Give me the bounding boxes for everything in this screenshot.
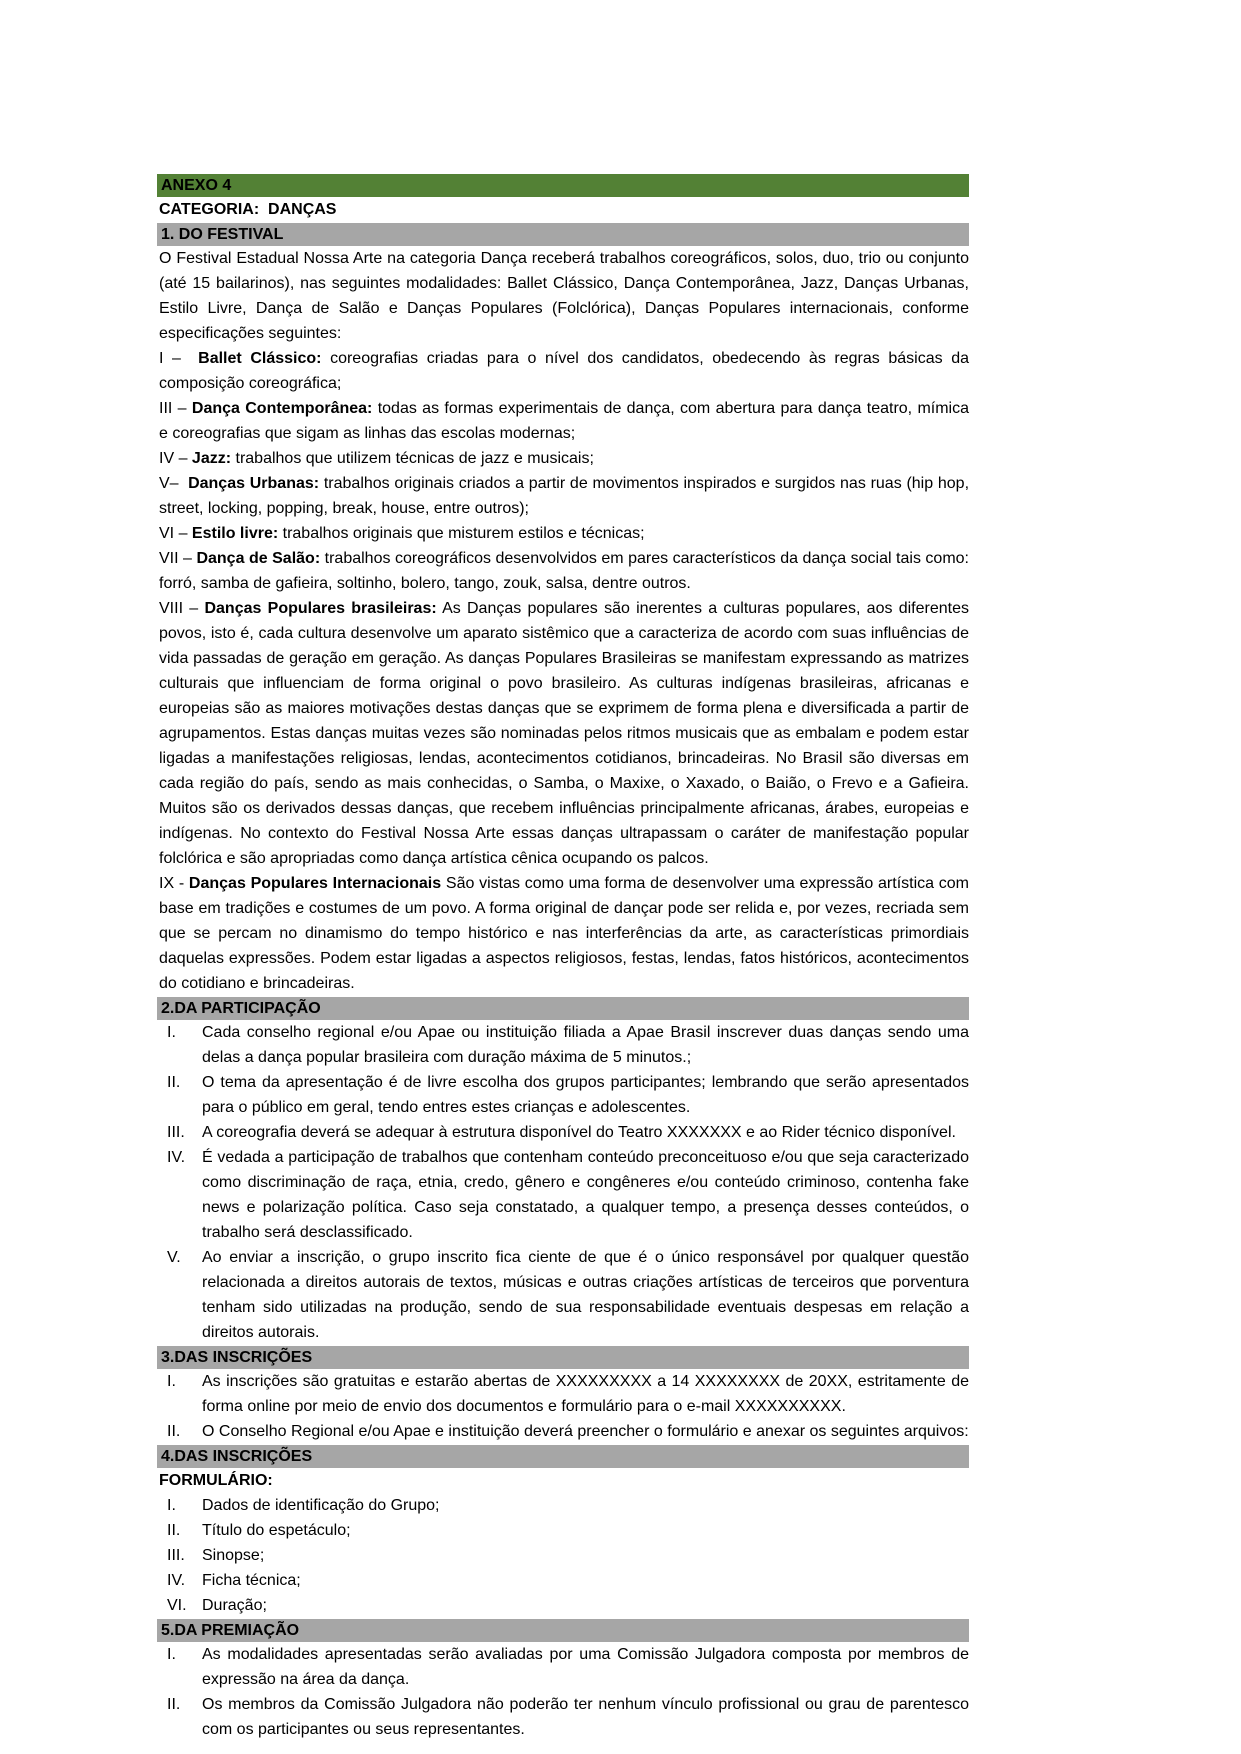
item-label: Dança Contemporânea:	[191, 400, 373, 417]
section-3-header: 3.DAS INSCRIÇÕES	[157, 1346, 969, 1369]
category-line: CATEGORIA: DANÇAS	[159, 201, 337, 218]
list-item	[157, 1593, 969, 1618]
item-numeral: IV.	[167, 1572, 186, 1589]
festival-item-populares-internacionais	[157, 871, 969, 996]
item-text: As Danças populares são inerentes a culturas populares, aos diferentes povos, isto é, cada cultura desenvolve um aparato sistêmico que a caracteriza de acordo com suas influências de vida passadas de geração em geração. As danças Populares Brasileiras se manifestam expressando as matrizes culturais que influenciam de forma original o povo brasileiro. As culturas indígenas brasileiras, africanas e europeias são as maiores motivações destas danças que se exprimem de forma plena e diversificada a partir de agrupamentos. Estas danças muitas vezes são nominadas pelos ritmos musicais que as embalam e podem estar ligadas a manifestações religiosas, lendas, acontecimentos cotidianos, brincadeiras. No Brasil são diversas em cada região do país, sendo as mais conhecidas, o Samba, o Maxixe, o Xaxado, o Baião, o Frevo e a Gafieira. Muitos são os derivados dessas danças, que recebem influências principalmente africanas, árabes, europeias e indígenas. No contexto do Festival Nossa Arte essas danças ultrapassam o caráter de manifestação popular folclórica e são apropriadas como dança artística cênica ocupando os palcos.	[159, 600, 969, 867]
item-numeral: III.	[167, 1547, 185, 1564]
list-item	[157, 1642, 969, 1692]
section-1-header: 1. DO FESTIVAL	[157, 223, 969, 246]
item-text: Ficha técnica;	[202, 1572, 301, 1589]
item-text: Título do espetáculo;	[202, 1522, 351, 1539]
list-item	[157, 1369, 969, 1419]
anexo-title-bar: ANEXO 4	[157, 174, 969, 197]
list-item	[157, 1419, 969, 1444]
item-text: As inscrições são gratuitas e estarão abertas de XXXXXXXXX a 14 XXXXXXXX de 20XX, estritamente de forma online por meio de envio dos documentos e formulário para o e-mail XXXXXXXXXX.	[202, 1373, 969, 1415]
item-numeral: VI –	[159, 525, 188, 542]
item-numeral: III.	[167, 1124, 185, 1141]
section-5-header: 5.DA PREMIAÇÃO	[157, 1619, 969, 1642]
item-numeral: III –	[159, 400, 187, 417]
festival-item-populares-brasileiras	[157, 596, 969, 871]
item-text: coreografias criadas para o nível dos candidatos, obedecendo às regras básicas da composição coreográfica;	[159, 350, 970, 392]
item-text: Os membros da Comissão Julgadora não poderão ter nenhum vínculo profissional ou grau de parentesco com os participantes ou seus representantes.	[202, 1696, 969, 1738]
item-numeral: V.	[167, 1249, 181, 1266]
item-text: Cada conselho regional e/ou Apae ou instituição filiada a Apae Brasil inscrever duas danças sendo uma delas a dança popular brasileira com duração máxima de 5 minutos.;	[202, 1024, 969, 1066]
item-text: A coreografia deverá se adequar à estrutura disponível do Teatro XXXXXXX e ao Rider técnico disponível.	[202, 1124, 956, 1141]
document-content	[157, 173, 969, 1742]
item-text: trabalhos originais criados a partir de movimentos inspirados e surgidos nas ruas (hip hop, street, locking, popping, break, house, entre outros);	[159, 475, 970, 517]
item-text: Dados de identificação do Grupo;	[202, 1497, 440, 1514]
item-text: todas as formas experimentais de dança, com abertura para dança teatro, mímica e coreografias que sigam as linhas das escolas modernas;	[159, 400, 969, 442]
section-2-header: 2.DA PARTICIPAÇÃO	[157, 997, 969, 1020]
item-numeral: VII –	[159, 550, 192, 567]
item-numeral: I.	[167, 1497, 176, 1514]
item-text: O Conselho Regional e/ou Apae e instituição deverá preencher o formulário e anexar os seguintes arquivos:	[202, 1423, 969, 1440]
item-text: Duração;	[202, 1597, 267, 1614]
list-item	[157, 1145, 969, 1245]
item-numeral: I.	[167, 1024, 176, 1041]
item-numeral: I.	[167, 1373, 176, 1390]
list-item	[157, 1493, 969, 1518]
item-text: Sinopse;	[202, 1547, 265, 1564]
festival-item-urbanas	[157, 471, 969, 521]
festival-intro: O Festival Estadual Nossa Arte na categoria Dança receberá trabalhos coreográficos, solos, duo, trio ou conjunto (até 15 bailarinos), nas seguintes modalidades: Ballet Clássico, Dança Contemporânea, Jazz, Danças Urbanas, Estilo Livre, Dança de Salão e Danças Populares (Folclórica), Danças Populares internacionais, conforme especificações seguintes:	[159, 250, 969, 342]
item-text: trabalhos originais que misturem estilos e técnicas;	[282, 525, 645, 542]
item-numeral: II.	[167, 1074, 181, 1091]
list-item	[157, 1120, 969, 1145]
item-label: Jazz:	[191, 450, 232, 467]
item-label: Danças Populares Internacionais	[188, 875, 442, 892]
item-numeral: II.	[167, 1696, 181, 1713]
item-label: Estilo livre:	[191, 525, 279, 542]
item-text: O tema da apresentação é de livre escolha dos grupos participantes; lembrando que serão apresentados para o público em geral, tendo entres estes crianças e adolescentes.	[202, 1074, 969, 1116]
festival-item-jazz	[157, 446, 969, 471]
item-text: trabalhos coreográficos desenvolvidos em pares característicos da dança social tais como: forró, samba de gafieira, soltinho, bolero, tango, zouk, salsa, dentre outros.	[159, 550, 969, 592]
item-text: trabalhos que utilizem técnicas de jazz e musicais;	[235, 450, 594, 467]
item-label: Dança de Salão:	[196, 550, 321, 567]
formulario-label: FORMULÁRIO:	[159, 1472, 273, 1489]
list-item	[157, 1692, 969, 1742]
item-numeral: IV –	[159, 450, 188, 467]
item-text: As modalidades apresentadas serão avaliadas por uma Comissão Julgadora composta por membros de expressão na área da dança.	[202, 1646, 969, 1688]
section-4-header: 4.DAS INSCRIÇÕES	[157, 1445, 969, 1468]
festival-item-estilo-livre	[157, 521, 969, 546]
list-item	[157, 1518, 969, 1543]
item-label: Danças Urbanas:	[188, 475, 320, 492]
festival-item-contemporanea	[157, 396, 969, 446]
item-label: Danças Populares brasileiras:	[204, 600, 437, 617]
festival-item-ballet	[157, 346, 969, 396]
festival-item-salao	[157, 546, 969, 596]
item-numeral: VI.	[167, 1597, 187, 1614]
list-item	[157, 1070, 969, 1120]
item-label: Ballet Clássico:	[198, 350, 322, 367]
item-numeral: IX -	[159, 875, 185, 892]
item-text: É vedada a participação de trabalhos que contenham conteúdo preconceituoso e/ou que seja caracterizado como discriminação de raça, etnia, credo, gênero e congêneres e/ou conteúdo criminoso, contenha fake news e polarização política. Caso seja constatado, a qualquer tempo, a presença desses conteúdos, o trabalho será desclassificado.	[202, 1149, 969, 1241]
list-item	[157, 1245, 969, 1345]
item-numeral: VIII –	[159, 600, 199, 617]
item-text: Ao enviar a inscrição, o grupo inscrito fica ciente de que é o único responsável por qualquer questão relacionada a direitos autorais de textos, músicas e outras criações artísticas de terceiros que porventura tenham sido utilizadas na produção, sendo de sua responsabilidade eventuais despesas em relação a direitos autorais.	[202, 1249, 969, 1341]
item-numeral: I.	[167, 1646, 176, 1663]
item-numeral: V–	[159, 475, 179, 492]
item-numeral: II.	[167, 1423, 181, 1440]
list-item	[157, 1568, 969, 1593]
item-numeral: IV.	[167, 1149, 186, 1166]
item-numeral: I –	[159, 350, 181, 367]
list-item	[157, 1543, 969, 1568]
list-item	[157, 1020, 969, 1070]
item-text: São vistas como uma forma de desenvolver uma expressão artística com base em tradições e costumes de um povo. A forma original de dançar pode ser relida e, por vezes, recriada sem que se percam no dinamismo do tempo histórico e nas interferências da arte, as características primordiais daquelas expressões. Podem estar ligadas a aspectos religiosos, festas, lendas, fatos históricos, acontecimentos do cotidiano e brincadeiras.	[159, 875, 969, 992]
item-numeral: II.	[167, 1522, 181, 1539]
